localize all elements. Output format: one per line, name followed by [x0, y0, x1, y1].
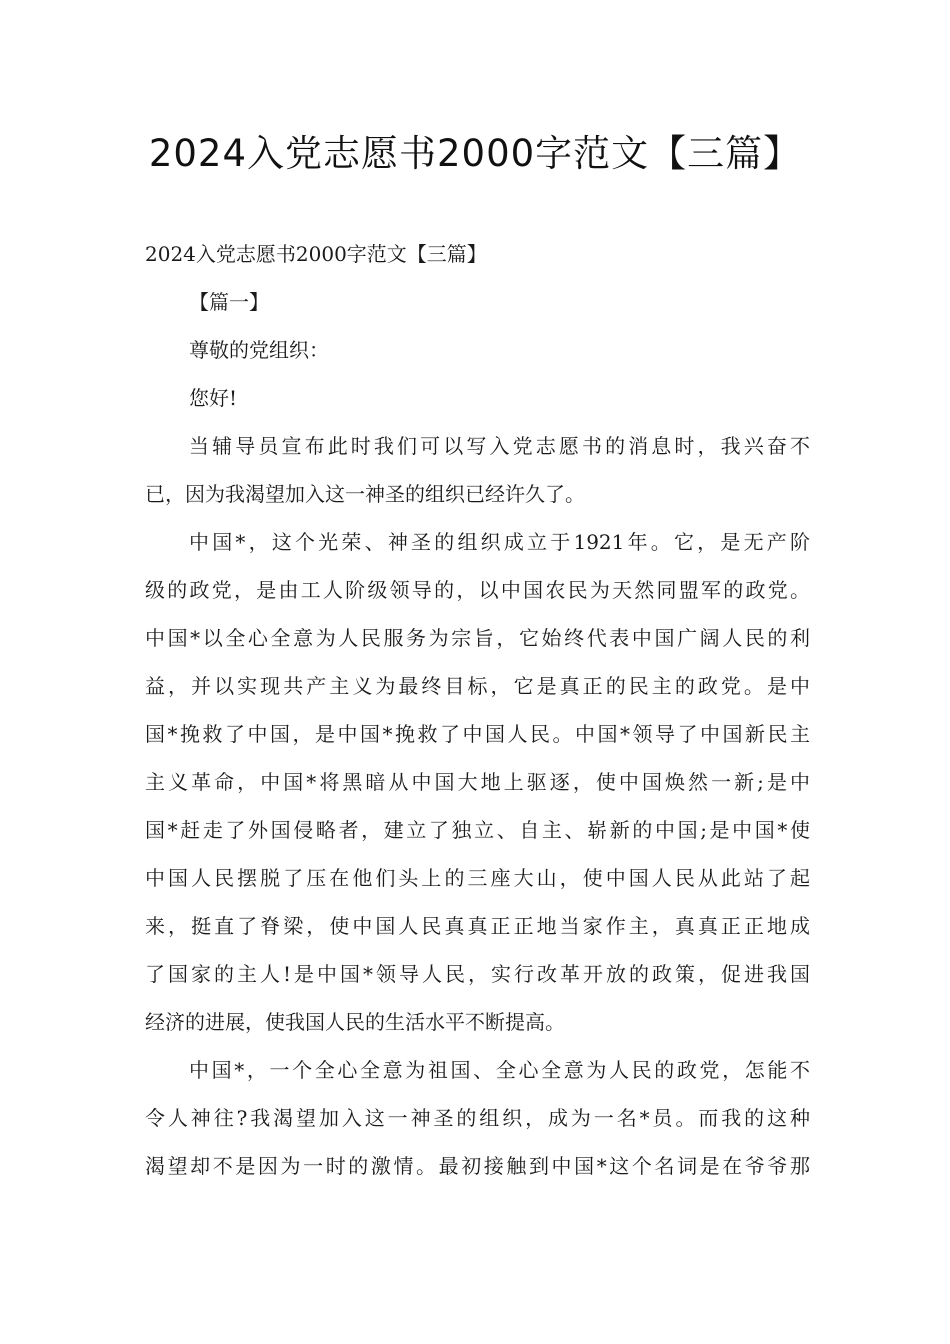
paragraph-3 — [145, 1046, 810, 1190]
paragraph-line: 国*赶走了外国侵略者，建立了独立、自主、崭新的中国;是中国*使 — [145, 818, 810, 842]
salutation: 尊敬的党组织： — [189, 338, 329, 362]
paragraph-line: 令人神往?我渴望加入这一神圣的组织，成为一名*员。而我的这种 — [145, 1106, 810, 1130]
paragraph-line: 中国*以全心全意为人民服务为宗旨，它始终代表中国广阔人民的利 — [145, 626, 810, 650]
paragraph-line: 益，并以实现共产主义为最终目标，它是真正的民主的政党。是中 — [145, 674, 810, 698]
paragraph-2 — [145, 518, 810, 1046]
paragraph-line: 来，挺直了脊梁，使中国人民真真正正地当家作主，真真正正地成 — [145, 914, 810, 938]
paragraph-line: 已，因为我渴望加入这一神圣的组织已经许久了。 — [145, 482, 585, 506]
paragraph-line: 了国家的主人!是中国*领导人民，实行改革开放的政策，促进我国 — [145, 962, 810, 986]
paragraph-line: 当辅导员宣布此时我们可以写入党志愿书的消息时，我兴奋不 — [189, 434, 810, 458]
paragraph-1 — [145, 422, 810, 518]
section-heading: 【篇一】 — [189, 290, 269, 314]
paragraph-line: 中国人民摆脱了压在他们头上的三座大山，使中国人民从此站了起 — [145, 866, 810, 890]
document-body — [145, 230, 810, 1190]
paragraph-line: 经济的进展，使我国人民的生活水平不断提高。 — [145, 1010, 565, 1034]
paragraph-line: 主义革命，中国*将黑暗从中国大地上驱逐，使中国焕然一新;是中 — [145, 770, 810, 794]
paragraph-line: 中国*，一个全心全意为祖国、全心全意为人民的政党，怎能不 — [189, 1058, 810, 1082]
paragraph-line: 级的政党，是由工人阶级领导的，以中国农民为天然同盟军的政党。 — [145, 578, 810, 602]
paragraph-line: 国*挽救了中国，是中国*挽救了中国人民。中国*领导了中国新民主 — [145, 722, 810, 746]
document-title: 2024入党志愿书2000字范文【三篇】 — [148, 132, 802, 175]
paragraph-line: 中国*，这个光荣、神圣的组织成立于1921年。它，是无产阶 — [189, 530, 810, 554]
paragraph-line: 渴望却不是因为一时的激情。最初接触到中国*这个名词是在爷爷那 — [145, 1154, 810, 1178]
greeting: 您好! — [189, 386, 238, 410]
document-subtitle: 2024入党志愿书2000字范文【三篇】 — [145, 242, 487, 266]
